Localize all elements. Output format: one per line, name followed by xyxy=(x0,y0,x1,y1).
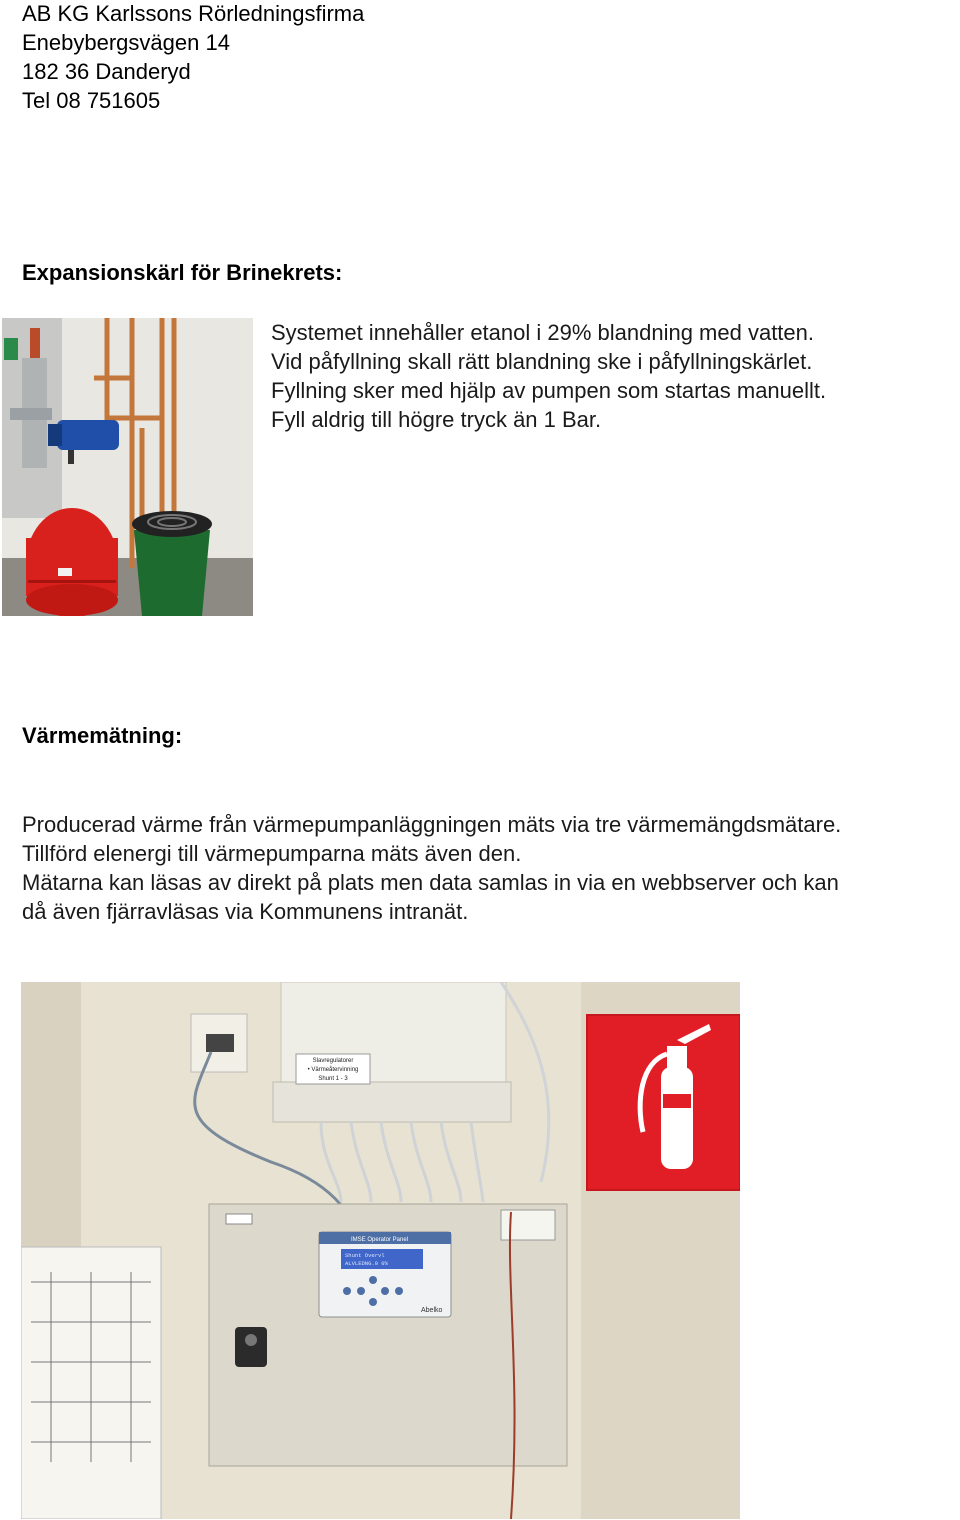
lcd-line-1: Shunt Overvl xyxy=(345,1252,385,1259)
section-heading-expansion: Expansionskärl för Brinekrets: xyxy=(22,260,343,285)
street-address: Enebybergsvägen 14 xyxy=(22,30,230,55)
fire-extinguisher-sign-icon xyxy=(587,1015,740,1190)
expansion-tank-shape xyxy=(26,508,118,616)
metering-line-2: Tillförd elenergi till värmepumparna mäts även den. xyxy=(22,841,522,866)
expansion-tank-photo-drawing xyxy=(2,318,253,616)
box-label-line1: • Värmeåtervinning xyxy=(307,1067,359,1073)
postal-address: 182 36 Danderyd xyxy=(22,59,191,84)
photo-control-panel xyxy=(21,982,740,1519)
box-label-line2: Shunt 1 - 3 xyxy=(318,1076,348,1082)
phone-number: Tel 08 751605 xyxy=(22,88,161,113)
expansion-line-3: Fyllning sker med hjälp av pumpen som startas manuellt. xyxy=(271,378,827,403)
panel-title: IMSE Operator Panel xyxy=(351,1237,409,1243)
expansion-line-4: Fyll aldrig till högre tryck än 1 Bar. xyxy=(271,407,602,432)
metering-line-1: Producerad värme från värmepumpanläggningen mäts via tre värmemängdsmätare. xyxy=(22,812,842,837)
metering-line-3: Mätarna kan läsas av direkt på plats men data samlas in via en webbserver och kan xyxy=(22,870,839,895)
photo-expansion-tank xyxy=(2,318,253,616)
lcd-line-2: ALVLEDNG.0 0% xyxy=(345,1260,388,1267)
expansion-line-1: Systemet innehåller etanol i 29% blandning med vatten. xyxy=(271,320,815,345)
control-panel-photo-drawing xyxy=(21,982,740,1519)
company-name: AB KG Karlssons Rörledningsfirma xyxy=(22,1,365,26)
section-heading-heat-metering: Värmemätning: xyxy=(22,723,183,748)
metering-line-4: då även fjärravläsas via Kommunens intranät. xyxy=(22,899,469,924)
expansion-line-2: Vid påfyllning skall rätt blandning ske i påfyllningskärlet. xyxy=(271,349,813,374)
panel-brand: Abelko xyxy=(421,1307,443,1314)
green-bin-shape xyxy=(132,511,212,616)
box-label-title: Slavregulatorer xyxy=(312,1058,354,1064)
